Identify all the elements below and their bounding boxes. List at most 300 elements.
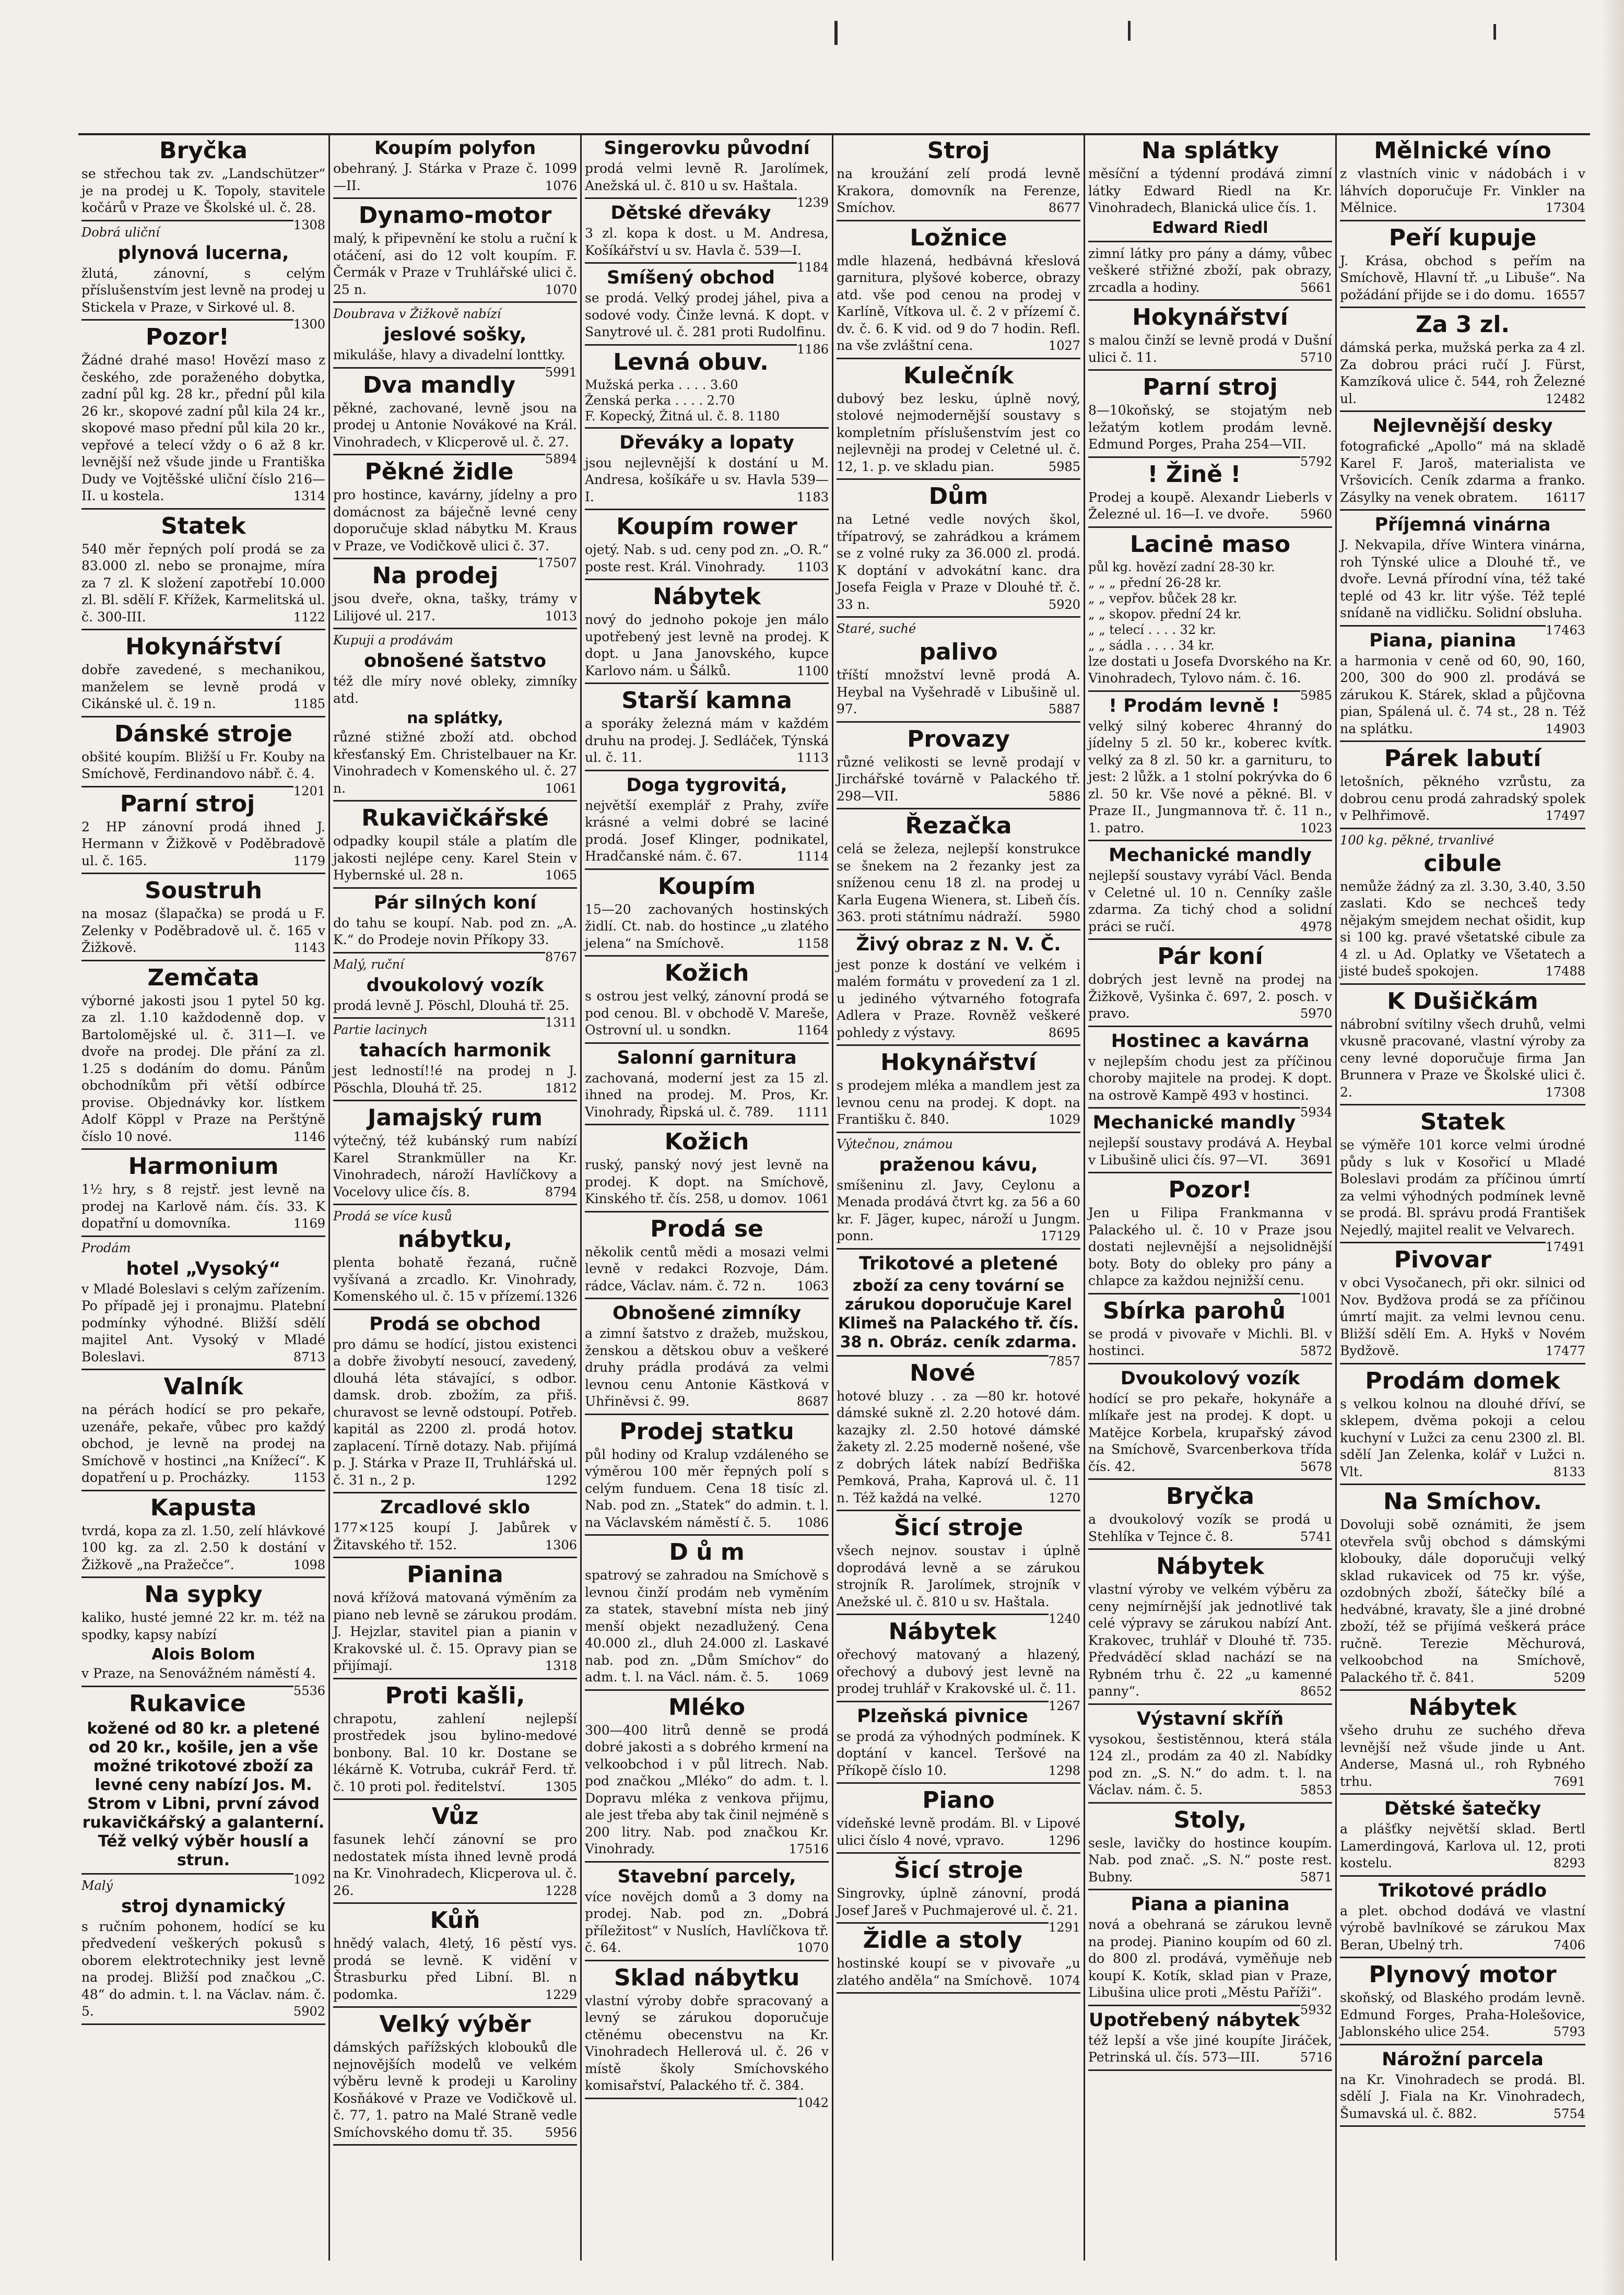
ad-number: 1061	[545, 781, 577, 796]
ad-divider	[1088, 1363, 1332, 1364]
ad-divider	[1088, 1293, 1300, 1294]
ad-title: jeslové sošky,	[383, 324, 527, 345]
classified-ad	[1340, 2049, 1585, 2123]
ad-title: Mechanické mandly	[1092, 1112, 1296, 1133]
ad-number: 1308	[293, 217, 325, 232]
ad-title: Hokynářství	[1132, 304, 1288, 331]
ad-price-list: půl kg. hovězí zadní 28-30 kr. „ „ „ přední 26-28 kr. „ „ vepřov. bůček 28 kr. „ „ skopov. přední 24 kr. „ „ telecí . . . . 32 kr. „ „ sádla . . . . 34 kr.	[1088, 559, 1275, 653]
classified-ad	[585, 1302, 829, 1410]
ad-text: 177×125 koupí J. Jabůrek v Žitavského tř. 152.	[333, 1520, 577, 1552]
ad-text: s ostrou jest velký, zánovní prodá se pod cenou. Bl. v obchodě V. Mareše, Ostrovní ul. u sondkn.	[585, 988, 829, 1038]
classified-ad	[333, 202, 577, 298]
ad-text: mdle hlazená, hedbávná křeslová garnitura, plyšové koberce, obrazy atd. vše pod cenou na prodej v Karlíně, Vítkova ul. č. 2 v přízemí č. dv. č. 6. K vid. od 9 do 7 hodin. Refl. na vše zvláštní cena.	[837, 253, 1080, 353]
ad-title: Koupím rower	[616, 513, 797, 540]
classified-ad	[1340, 832, 1585, 980]
ad-title: ! Prodám levně !	[1109, 695, 1280, 716]
ad-title: Valník	[163, 1373, 243, 1400]
ad-title: Mléko	[668, 1693, 746, 1721]
ad-title: Levná obuv.	[613, 348, 769, 375]
ad-divider	[333, 301, 577, 303]
ad-number: 1143	[293, 940, 325, 955]
classified-ad	[1340, 745, 1585, 825]
margin-mark	[834, 21, 838, 45]
ad-text: jsou nejlevnější k dostání u M. Andresa, košíkáře u sv. Havla 539—I.	[585, 455, 829, 504]
classified-ad	[1088, 1893, 1332, 2017]
ad-number: 5985	[1048, 459, 1080, 474]
ad-text: Dovoluji sobě oznámiti, že jsem otevřela svůj obchod s dámskými klobouky, dále doporučuji velký sklad rukavicek od 75 kr. výše, ozdobných zboží, šátečky bílé a hedvábné, kravaty, šle a jiné drobné zboží, též se přijímá veškerá práce ručně. Terezie Měchurová, velkoobchod na Smíchově, Palackého tř. č. 841.	[1340, 1517, 1585, 1685]
ad-number: 1311	[545, 1015, 577, 1030]
ad-title: Statek	[1420, 1109, 1505, 1135]
ad-number: 12482	[1545, 391, 1585, 406]
ad-text: jest ledností!!é na prodej n J. Pöschla, Dlouhá tř. 25.	[333, 1063, 577, 1096]
ad-title: Zemčata	[147, 964, 260, 991]
ad-divider	[81, 1148, 325, 1150]
top-margin	[0, 16, 1624, 47]
ad-divider	[837, 1355, 1049, 1357]
classified-ad	[1088, 1483, 1332, 1545]
ad-divider	[1088, 369, 1332, 371]
ad-number: 1164	[796, 1023, 829, 1038]
ad-text: spatrový se zahradou na Smíchově s levnou činží prodám neb vyměním za statek, stavební místa neb jiný menší objekt nezadlužený. Cena 40.000 zl., dluh 24.000 zl. Laskavé nab. pod zn. „Dům Smíchov“ do adm. t. l. na Václ. nám. č. 5.	[585, 1568, 829, 1685]
ad-divider	[333, 2144, 577, 2146]
ad-number: 1240	[1048, 1611, 1080, 1626]
ad-title: Nábytek	[1408, 1694, 1517, 1721]
ad-divider	[1340, 828, 1585, 829]
ad-text: nová a obehraná se zárukou levně na prodej. Pianino koupím od 60 zl. do 800 zl. prodává, vyměňuje neb koupí K. Kotík, sklad pian v Praze, Libušina ulice proti „Městu Paříži“.	[1088, 1917, 1332, 2000]
classified-ad	[837, 137, 1080, 217]
ad-divider	[333, 558, 537, 559]
ad-number: 5956	[545, 2125, 577, 2140]
ad-title: Zrcadlové sklo	[380, 1497, 530, 1518]
ad-title: Dánské stroje	[114, 720, 293, 747]
ad-number: 5536	[293, 1683, 325, 1698]
ad-divider	[1340, 307, 1585, 308]
ad-subtitle: Alois Bolom	[151, 1645, 255, 1664]
ad-title: plynová lucerna,	[117, 242, 289, 264]
ad-divider	[1340, 983, 1585, 985]
ad-number: 1186	[796, 342, 829, 357]
ad-text: se prodá v pivovaře v Michli. Bl. v hostinci.	[1088, 1326, 1332, 1358]
ad-title: Hokynářství	[125, 633, 281, 660]
ad-title: Obnošené zimníky	[612, 1303, 802, 1324]
ad-number: 1070	[545, 282, 577, 297]
ad-number: 5920	[1048, 597, 1080, 612]
ad-divider	[1088, 1802, 1332, 1804]
ad-divider	[1340, 2125, 1585, 2127]
ad-divider	[81, 2023, 325, 2025]
classified-ad	[585, 1539, 829, 1686]
ad-number: 8677	[1048, 201, 1080, 215]
ad-title: Výstavní skříň	[1136, 1708, 1284, 1729]
ad-text: na pérách hodící se pro pekaře, uzenáře, pekaře, vůbec pro každý obchod, je levně na prodej na Smíchově v hostinci „na Knížecí“. K dopatření u p. Procházky.	[81, 1402, 325, 1485]
ad-title: Soustruh	[145, 877, 262, 904]
ad-title: Řezačka	[905, 813, 1012, 839]
ad-number: 1267	[1048, 1698, 1080, 1713]
classified-ad	[81, 324, 325, 505]
ad-title: Stavební parcely,	[617, 1866, 796, 1887]
classified-ad	[585, 1216, 829, 1295]
ad-title: stroj dynamický	[121, 1896, 286, 1917]
ad-text: nemůže žádný za zl. 3.30, 3.40, 3.50 zaslati. Kdo se nechceš tedy nějakým smejdem nechat ošidit, kup si 100 kg. pravé všetatské cibule za 4 zl. u Ad. Oplatky ve Všetatech a jisté budeš spokojen.	[1340, 878, 1585, 979]
ad-divider	[81, 508, 325, 510]
ad-text: na mosaz (šlapačka) se prodá u F. Zelenky v Poděbradově ul. č. 165 v Žižkově.	[81, 906, 325, 955]
ad-title: D ů m	[669, 1539, 745, 1566]
classified-ad	[1088, 1176, 1332, 1305]
classified-ad	[1088, 695, 1332, 837]
classified-ad	[333, 458, 577, 570]
ad-text: se prodá za výhodných podmínek. K doptání v kancel. Teršové na Příkopě číslo 10.	[837, 1728, 1080, 1778]
ad-number: 8133	[1553, 1464, 1585, 1479]
classified-ad	[1088, 531, 1332, 703]
ad-divider	[81, 960, 325, 961]
ad-text: skoňský, od Blaského prodám levně. Edmund Forges, Praha-Holešovice, Jablonského ulice 254.	[1340, 1990, 1585, 2039]
classified-ad	[81, 225, 325, 332]
ad-divider	[1340, 1957, 1585, 1958]
ad-divider	[81, 319, 293, 321]
ad-number: 1074	[1048, 1973, 1080, 1988]
ad-title: Šicí stroje	[893, 1514, 1023, 1541]
ad-title: Pianina	[407, 1561, 503, 1588]
ad-kicker: Malý, ruční	[333, 957, 404, 972]
classified-ad	[81, 1153, 325, 1232]
ad-title: hotel „Vysoký“	[126, 1258, 281, 1279]
ad-divider	[837, 721, 1080, 723]
ad-title: Nárožní parcela	[1382, 2049, 1544, 2070]
ad-title: praženou kávu,	[879, 1154, 1038, 1175]
ad-divider	[585, 262, 797, 264]
ad-text: tříští množství levně prodá A. Heybal na Vyšehradě v Libušině ul. 97.	[837, 667, 1080, 716]
ad-title: Dřeváky a lopaty	[619, 432, 794, 453]
ad-text: vlastní výroby ve velkém výběru za ceny nejmírnější jak jednotlivé tak celé výpravy se zárukou nabízí Ant. Krakovec, truhlář v Dlouhé tř. 735. Předváděcí sklad nachází se na Rybném trhu č. 22 „u kamenné panny“.	[1088, 1582, 1332, 1699]
ad-number: 1201	[293, 783, 325, 798]
classified-ad	[81, 1373, 325, 1487]
classified-ad	[1088, 1112, 1332, 1169]
ad-number: 1063	[796, 1278, 829, 1293]
ad-number: 17516	[789, 1842, 829, 1856]
ad-title: tahacích harmonik	[359, 1040, 551, 1061]
ad-number: 17491	[1545, 1240, 1585, 1254]
classified-ad	[837, 726, 1080, 805]
ad-title: Dětské šatečky	[1384, 1798, 1541, 1819]
ad-title: Rukavičkářské	[361, 805, 549, 831]
ad-number: 17507	[537, 556, 577, 570]
ad-divider	[81, 629, 325, 630]
ad-number: 4978	[1300, 919, 1332, 934]
classified-ad	[333, 805, 577, 884]
ad-title: Hokynářství	[880, 1049, 1037, 1076]
ad-text: prodá levně J. Pöschl, Dlouhá tř. 25.	[333, 997, 570, 1013]
ad-kicker: Partie lacinych	[333, 1022, 428, 1037]
ad-title: Vůz	[431, 1803, 479, 1830]
ad-number: 5934	[1300, 1105, 1332, 1120]
ad-text: výtečný, též kubánský rum nabízí Karel Strankmüller na Kr. Vinohradech, nároží Havlíčkovy a Vocelovy ulice čís. 8.	[333, 1133, 577, 1199]
ad-title: Doga tygrovitá,	[626, 774, 787, 796]
ad-divider	[1088, 840, 1332, 841]
ad-title: Parní stroj	[1143, 374, 1278, 401]
ad-divider	[585, 1124, 829, 1125]
classified-ad	[333, 1313, 577, 1489]
ad-text: všech nejnov. soustav i úplně doprodává levně a se zárukou strojník R. Jarolímek, strojník v Anežské ul. č. 810 u sv. Haštala.	[837, 1543, 1080, 1609]
ad-title: Kožich	[664, 1128, 749, 1155]
ad-text: dámských pařížských klobouků dle nejnovějších modelů ve velkém výběru levně k prodeji u Karoliny Kosňákové v Praze ve Vodičkově ul. č. 77, 1. patro na Malé Straně vedle Smíchovského domu tř. 35.	[333, 2040, 577, 2140]
ad-number: 1183	[796, 489, 829, 504]
ad-text: Jen u Filipa Frankmanna v Palackého ul. č. 10 v Praze jsou dostati nejlevnější a nejsolidnější boty. Boty do obleky pro pány a chlapce za každou nejnižší cenu.	[1088, 1205, 1332, 1288]
ad-divider	[1088, 526, 1332, 528]
ad-number: 1291	[1048, 1920, 1080, 1935]
ad-column-3	[582, 135, 833, 2261]
classified-ad	[1088, 2009, 1332, 2066]
ad-number: 1065	[545, 868, 577, 882]
ad-text: jest ponze k dostání ve velkém i malém formátu v provedení za 1 zl. u jediného výtvarného fotografa Adlera v Praze. Rovněž veškeré pohledy z výstavy.	[837, 957, 1080, 1040]
ad-text: hostinské koupí se v pivovaře „u zlatého anděla“ na Smíchově.	[837, 1956, 1080, 1988]
classified-ad	[837, 1049, 1080, 1128]
ad-divider	[837, 929, 1080, 931]
ad-text: hnědý valach, 4letý, 16 pěstí vys. prodá se levně. K vidění v Štrasburku před Libní. Bl. n podomka.	[333, 1936, 577, 2002]
ad-column-4	[833, 135, 1085, 2261]
ad-divider	[585, 427, 829, 429]
classified-ad	[837, 1857, 1080, 1935]
ad-number: 7857	[1048, 1354, 1080, 1369]
ad-title: Ložnice	[910, 224, 1007, 251]
ad-divider	[81, 1686, 293, 1687]
ad-number: 1114	[796, 849, 829, 864]
ad-divider	[1340, 1793, 1585, 1795]
ad-divider	[333, 197, 577, 199]
ad-divider	[333, 1309, 577, 1310]
ad-number: 1069	[796, 1670, 829, 1685]
classified-ad	[81, 791, 325, 870]
classified-ad	[837, 1514, 1080, 1626]
classified-ad	[1088, 245, 1332, 297]
ad-number: 1027	[1048, 338, 1080, 353]
ad-divider	[837, 616, 1080, 618]
classified-ad	[1088, 943, 1332, 1022]
ad-text: ojetý. Nab. s ud. ceny pod zn. „O. R.“ poste rest. Král. Vinohrady.	[585, 542, 829, 574]
ad-text: obehraný. J. Stárka v Praze č. 1099—II.	[333, 161, 577, 193]
ad-divider	[81, 1369, 325, 1370]
ad-divider	[837, 1922, 1049, 1924]
ad-divider	[333, 367, 545, 369]
ad-title: K Dušičkám	[1387, 987, 1538, 1015]
ad-text: plenta bohatě řezaná, ručně vyšívaná a zrcadlo. Kr. Vinohrady, Komenského ul. č. 15 v přízemí.	[333, 1255, 577, 1304]
ad-title: Piano	[922, 1787, 995, 1814]
ad-title: Nábytek	[888, 1618, 997, 1645]
ad-number: 1185	[293, 697, 325, 711]
ad-divider	[1340, 2044, 1585, 2045]
ad-number: 1113	[796, 750, 829, 765]
ad-divider	[1088, 1889, 1332, 1890]
ad-number: 1103	[796, 559, 829, 574]
ad-number: 1270	[1048, 1490, 1080, 1505]
ad-number: 5902	[293, 2004, 325, 2019]
ad-divider	[837, 1510, 1080, 1511]
classified-ad	[1340, 630, 1585, 738]
ad-subtitle: Edward Riedl	[1152, 218, 1268, 237]
ad-divider	[1088, 241, 1332, 242]
classified-ad	[585, 513, 829, 575]
ad-number: 1070	[796, 1940, 829, 1955]
ad-text: malý, k připevnění ke stolu a ruční k otáčení, asi do 12 volt koupím. F. Čermák v Praze v Truhlářské ulici č. 25 n.	[333, 231, 577, 297]
ad-title: Bryčka	[1166, 1483, 1254, 1510]
ad-number: 1076	[545, 178, 577, 193]
ad-divider	[585, 1861, 829, 1863]
ad-text: lze dostati u Josefa Dvorského na Kr. Vinohradech, Tylovo nám. č. 16.	[1088, 653, 1332, 686]
classified-ad	[1088, 1708, 1332, 1799]
ad-divider	[837, 358, 1080, 359]
classified-ad	[1088, 374, 1332, 469]
ad-title: Hostinec a kavárna	[1111, 1030, 1310, 1052]
ad-divider	[1340, 1875, 1585, 1877]
ad-text: v Mladé Boleslavi s celým zařízením. Po případě jej i pronajmu. Platební podmínky výhodné. Bližší sdělí majitel Ant. Vysoký v Mladé Boleslavi.	[81, 1281, 325, 1364]
ad-title: Trikotové a pletené	[859, 1253, 1058, 1274]
ad-title: Piana, pianina	[1369, 630, 1516, 651]
ad-divider	[585, 1042, 829, 1044]
ad-number: 1098	[293, 1557, 325, 1572]
ad-text: měsíční a týdenní prodává zimní látky Edward Riedl na Kr. Vinohradech, Blanická ulice čís. 1.	[1088, 166, 1332, 215]
ad-title: Na Smíchov.	[1383, 1488, 1542, 1515]
ad-title: Nové	[910, 1359, 975, 1386]
ad-title: Dětské dřeváky	[610, 203, 771, 223]
ad-text: kaliko, husté jemné 22 kr. m. též na spodky, kapsy nabízí	[81, 1610, 325, 1642]
ad-text: se výměře 101 korce velmi úrodné půdy s luk v Kosořicí u Mladé Boleslavi prodám za příčinou úmrtí za velmi výhodných podmínek levně se prodá. Bl. správu prodá František Nejedlý, majitel realit ve Velvarech.	[1340, 1137, 1585, 1238]
classified-ad	[81, 1494, 325, 1574]
ad-divider	[333, 1017, 545, 1019]
ad-title: Kulečník	[903, 362, 1014, 389]
ad-divider	[1088, 1026, 1332, 1027]
ad-title: Za 3 zl.	[1415, 311, 1510, 338]
ad-text: nábrobní svítilny všech druhů, velmi vkusně pracované, vlastní výroby za ceny levné doporučuje firma Jan Brunnera v Praze ve Školské ulici č. 2.	[1340, 1016, 1585, 1100]
ad-kicker: Staré, suché	[837, 621, 916, 636]
ad-text: fasunek lehčí zánovní se pro nedostatek místa ihned levně prodá na Kr. Vinohradech, Klicperova ul. č. 26.	[333, 1832, 577, 1898]
classified-ad	[837, 1360, 1080, 1507]
ad-divider	[1340, 625, 1546, 627]
ad-divider	[81, 786, 293, 787]
classified-ad	[1088, 1298, 1332, 1360]
ad-title: Trikotové prádlo	[1378, 1880, 1547, 1901]
ad-title: Dynamo-motor	[358, 202, 552, 229]
ad-divider	[585, 2098, 797, 2099]
ad-number: 5853	[1300, 1783, 1332, 1797]
ad-number: 5741	[1300, 1529, 1332, 1544]
classified-ad	[837, 1927, 1080, 1989]
ad-text: a harmonia v ceně od 60, 90, 160, 200, 300 do 900 zl. prodává se zárukou K. Stárek, sklad a půjčovna pian, Spálená ul. č. 74 st., 28 n. Též na splátku.	[1340, 653, 1585, 736]
classified-ad	[333, 1104, 577, 1201]
ad-title: Mechanické mandly	[1109, 845, 1312, 866]
classified-ad	[1340, 1961, 1585, 2041]
ad-number: 1111	[796, 1104, 829, 1120]
ad-text: letošních, pěkného vzrůstu, za dobrou cenu prodá zahradský spolek v Pelhřimově.	[1340, 774, 1585, 823]
ad-text: do tahu se koupí. Nab. pod zn. „A. K.“ do Prodeje novin Příkopy 33.	[333, 915, 577, 947]
ad-text: nejlepší soustavy prodává A. Heybal v Libušině ulici čís. 97—VI.	[1088, 1135, 1332, 1168]
ad-divider	[837, 220, 1080, 221]
ad-divider	[585, 955, 829, 957]
ad-text: Žádné drahé maso! Hovězí maso z českého, zde poraženého dobytka, zadní půl kg. 28 kr., přední půl kila 26 kr., skopové zadní půl kila 24 kr., skopové maso přední půl kila 20 kr., vepřové a telecí vždy o 6 až 8 kr. levnější než všude jinde u Františka Dudy ve Vojtěšské uliční číslo 216—II. u kostela.	[81, 352, 325, 503]
ad-number: 7691	[1553, 1774, 1585, 1789]
ad-title: Koupím	[657, 873, 756, 900]
ad-title: Provazy	[907, 725, 1010, 752]
classified-ad	[333, 137, 577, 194]
classified-ad	[837, 1253, 1080, 1369]
ad-divider	[585, 1689, 829, 1691]
ad-text: žlutá, zánovní, s celým příslušenstvím jest levně na prodej u Stickela v Praze, v Sirkové ul. 8.	[81, 265, 325, 315]
ad-number: 16557	[1545, 287, 1585, 302]
ad-title: Parní stroj	[120, 790, 255, 817]
classified-ad	[837, 1787, 1080, 1849]
classified-ad	[81, 964, 325, 1146]
ad-title: Stroj	[927, 137, 990, 164]
ad-number: 5793	[1553, 2025, 1585, 2039]
classified-ad	[585, 1964, 829, 2110]
ad-text: pro dámu se hodící, jistou existenci a dobře živobytí nesoucí, zavedený, dlouhá léta stávající, s odbor. damsk. drob. zbožím, za přiš. churavost se levně odstoupí. Potřeb. kapitál as 2200 zl. prodá hotov. zaplacení. Tírně dotazy. Nab. přijímá p. J. Stárka v Praze II, Truhlářská ul. č. 31 n., 2 p.	[333, 1336, 577, 1488]
ad-text: též dle míry nové obleky, zimníky atd.	[333, 674, 577, 706]
ad-title: Nábytek	[1156, 1553, 1264, 1580]
ad-text: zimní látky pro pány a dámy, vůbec veškeré střižné zboží, pak obrazy, zrcadla a hodiny.	[1088, 245, 1332, 295]
classified-ad	[585, 349, 829, 424]
ad-number: 1292	[545, 1473, 577, 1488]
ad-kicker: 100 kg. pěkné, trvanlivé	[1340, 832, 1494, 848]
ad-text: 1½ hry, s 8 rejstř. jest levně na prodej na Karlově nám. čís. 33. K dopatřní u domovníka.	[81, 1182, 325, 1231]
ad-number: 3691	[1300, 1152, 1332, 1168]
ad-number: 8695	[1048, 1025, 1080, 1040]
ad-text: hotové bluzy . . za —80 kr. hotové dámské sukně zl. 2.20 hotové dám. kazajky zl. 2.50 hotové dámské žakety zl. 2.25 moderně nošené, vše z dobrých látek nabízí Bedřiška Pemková, Praha, Kaprová ul. č. 11 n. Též každá na velké.	[837, 1388, 1080, 1505]
ad-number: 1092	[293, 1872, 325, 1887]
ad-text: hodící se pro pekaře, hokynáře a mlíkaře jest na prodej. K dopt. u Matějce Korbela, krupařský závod na Smíchově, Svarcenberkova třída čís. 42.	[1088, 1391, 1332, 1474]
ad-number: 5661	[1300, 280, 1332, 295]
classified-ad	[1340, 311, 1585, 407]
classified-ad	[585, 1694, 829, 1858]
ad-title: Dvoukolový vozík	[1120, 1368, 1300, 1389]
ad-text: všeho druhu ze suchého dřeva levnější než všude jinde u Ant. Anderse, Masná ul., roh Rybného trhu.	[1340, 1723, 1585, 1789]
ad-title: Pivovar	[1394, 1246, 1491, 1273]
ad-number: 1300	[293, 317, 325, 332]
ad-title: Dům	[928, 483, 988, 510]
ad-title: Proti kašli,	[385, 1682, 525, 1709]
ad-divider	[585, 1960, 829, 1961]
ad-divider	[1088, 456, 1300, 458]
ad-number: 1086	[796, 1515, 829, 1530]
classified-ad	[333, 1682, 577, 1796]
ad-text: 2 HP zánovní prodá ihned J. Hermann v Žižkově v Poděbradově ul. č. 165.	[81, 819, 325, 868]
ad-number: 5710	[1300, 350, 1332, 365]
ad-text: velký silný koberec 4hranný do jídelny 5 zl. 50 kr., koberec kvítk. velký za 8 zl. 50 kr. a garnituru, to jest: 2 lůžk. a 1 stolní pokrývka do 6 zl. 50 kr. Vše nové a pěkné. Bl. v Praze II., Jungmannova tř. č. 11 n., 1. patro.	[1088, 718, 1332, 835]
ad-text: sesle, lavičky do hostince koupím. Nab. pod znač. „S. N.“ poste rest. Bubny.	[1088, 1835, 1332, 1885]
ad-number: 1306	[545, 1537, 577, 1552]
ad-column-2	[330, 135, 582, 2261]
ad-text: největší exemplář z Prahy, zvíře krásné a velmi dobré se laciné prodá. Josef Klinger, podnikatel, Hradčanské nám. č. 67.	[585, 797, 829, 864]
ad-text: smíšeninu zl. Javy, Ceylonu a Menada prodává čtvrt kg. za 56 a 60 kr. F. Jäger, kupec, nároží u Jungm. ponn.	[837, 1177, 1080, 1243]
ad-text: 8—10koňský, se stojatým neb ležatým kotlem prodám levně. Edmund Porges, Praha 254—VII.	[1088, 403, 1332, 452]
ad-number: 17129	[1040, 1229, 1080, 1243]
classified-ad	[585, 687, 829, 767]
classified-ad	[585, 1047, 829, 1121]
classified-ad	[585, 432, 829, 506]
ad-divider	[585, 579, 829, 580]
ad-number: 1042	[796, 2095, 829, 2110]
classified-ad	[837, 621, 1080, 718]
classified-ad	[333, 632, 577, 797]
ad-text: nový do jednoho pokoje jen málo upotřebený jest levně na prodej. K dopt. u Jana Janovského, kupce Karlovo nám. u Šálků.	[585, 612, 829, 678]
ad-text: prodá velmi levně R. Jarolímek, Anežská ul. č. 810 u sv. Haštala.	[585, 161, 829, 193]
ad-divider	[837, 1132, 1080, 1133]
classified-ad	[585, 137, 829, 210]
ad-divider	[1340, 220, 1585, 221]
ad-text: mikuláše, hlavy a divadelní lonttky.	[333, 347, 566, 362]
ad-number: 16117	[1545, 490, 1585, 505]
ad-title: Jamajský rum	[367, 1104, 543, 1131]
classified-ad	[1340, 988, 1585, 1101]
classified-ad	[333, 892, 577, 964]
ad-price-list: Mužská perka . . . . 3.60 Ženská perka . . . . 2.70 F. Kopecký, Žitná ul. č. 8. 1180	[585, 377, 780, 423]
